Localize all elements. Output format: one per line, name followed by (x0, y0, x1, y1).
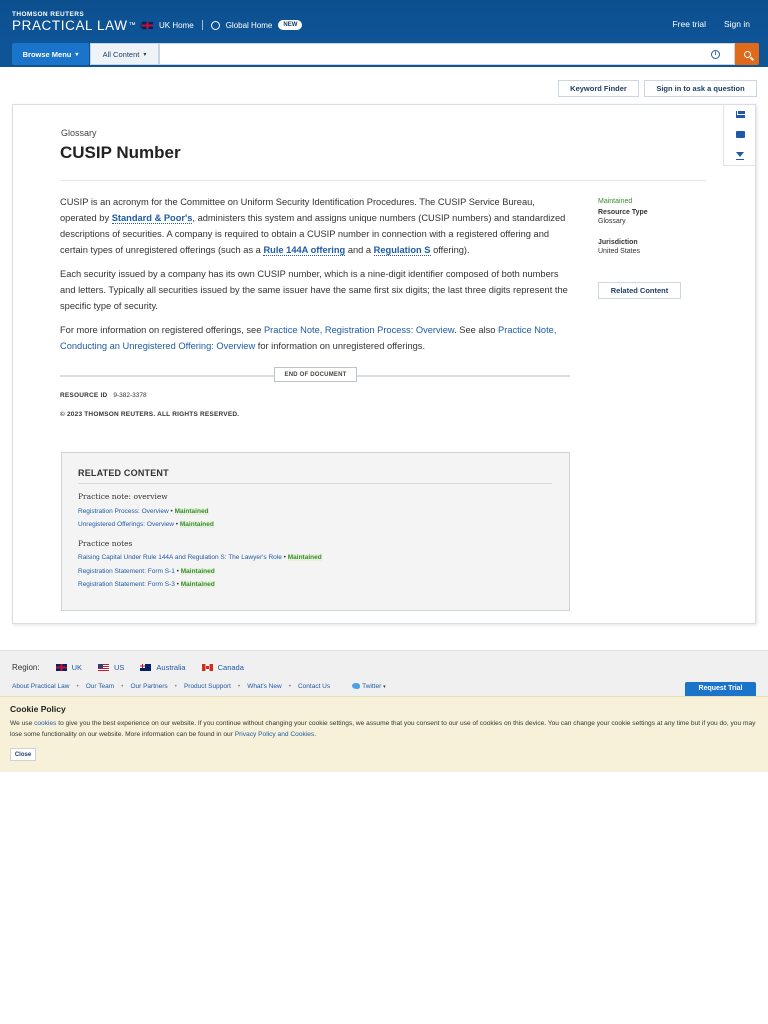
practice-note-link[interactable]: Practice Note, Conducting an Unregistered Offering: Overview (60, 325, 557, 351)
cookie-title: Cookie Policy (10, 704, 66, 714)
resource-id-value: 9-382-3378 (113, 392, 147, 399)
search-scope-label: All Content (102, 49, 140, 59)
search-scope-select[interactable] (90, 43, 159, 65)
uk-flag-icon (142, 22, 153, 29)
brand-trademark: ™ (128, 22, 137, 29)
print-button[interactable] (724, 124, 756, 144)
australia-flag-icon (140, 664, 151, 671)
cookies-link[interactable]: cookies (34, 720, 57, 727)
uk-flag-icon (56, 664, 67, 671)
info-icon[interactable]: i (711, 50, 720, 59)
resource-id-label: RESOURCE ID (60, 392, 108, 399)
region-canada-link[interactable]: Canada (202, 663, 244, 672)
status-badge: Maintained (180, 581, 215, 588)
related-item[interactable]: Unregistered Offerings: Overview • Maintained (78, 521, 214, 528)
glossary-link-rule-144a[interactable]: Rule 144A offering (263, 245, 346, 255)
twitter-link[interactable]: Twitter ▾ (352, 683, 385, 690)
mail-icon (736, 111, 745, 118)
related-item[interactable]: Registration Statement: Form S-1 • Maintained (78, 568, 215, 575)
related-item[interactable]: Registration Statement: Form S-3 • Maintained (78, 581, 215, 588)
uk-home-link[interactable]: UK Home (159, 20, 194, 30)
document-tools (723, 104, 756, 166)
jurisdiction-value: United States (598, 248, 641, 255)
region-selector (12, 663, 244, 672)
related-content-title: RELATED CONTENT (78, 468, 169, 478)
home-links (142, 20, 302, 30)
search-icon (744, 51, 751, 58)
privacy-policy-link[interactable]: Privacy Policy and Cookies (234, 731, 315, 738)
footer-link-whats-new[interactable]: What's New (247, 683, 282, 690)
request-trial-button[interactable]: Request Trial (685, 682, 756, 696)
document-type: Glossary (61, 128, 97, 138)
copyright: © 2023 THOMSON REUTERS. ALL RIGHTS RESERVED. (60, 411, 240, 418)
cookie-text: We use cookies to give you the best experience on our website. If you continue without changing your cookie settings, we assume that you consent to our use of cookies on this device. You can change your cookie settings at any time but if you do, you may lose some functionality on our website. More information can be found in our Privacy Policy and Cookies. (10, 720, 756, 738)
chevron-down-icon: ▾ (75, 51, 79, 58)
footer-link-contact[interactable]: Contact Us (297, 683, 331, 690)
jurisdiction-label: Jurisdiction (598, 239, 638, 246)
related-content-button[interactable]: Related Content (598, 282, 681, 299)
top-header (0, 0, 768, 44)
globe-icon (211, 21, 220, 30)
search-button[interactable] (735, 43, 759, 65)
glossary-link-sp[interactable]: Standard & Poor's (111, 213, 193, 223)
divider (60, 180, 706, 181)
chevron-down-icon: ▾ (143, 51, 147, 58)
chevron-down-icon: ▾ (383, 684, 386, 690)
sign-in-link[interactable]: Sign in (724, 19, 750, 29)
related-group-heading: Practice note: overview (78, 492, 168, 501)
page-title: CUSIP Number (60, 143, 181, 162)
footer-link-support[interactable]: Product Support (183, 683, 231, 690)
ask-question-button[interactable]: Sign in to ask a question (644, 80, 757, 97)
resource-id (60, 392, 147, 399)
resource-type-value: Glossary (598, 218, 626, 225)
end-of-document: END OF DOCUMENT (274, 367, 357, 382)
practice-note-link[interactable]: Practice Note, Registration Process: Overview (263, 325, 455, 335)
status-badge: Maintained (174, 508, 209, 515)
region-australia-link[interactable]: Australia (140, 663, 185, 672)
related-item[interactable]: Raising Capital Under Rule 144A and Regulation S: The Lawyer's Role • Maintained (78, 554, 322, 561)
region-uk-link[interactable]: UK (56, 663, 82, 672)
divider (202, 20, 203, 30)
related-item[interactable]: Registration Process: Overview • Maintained (78, 508, 209, 515)
brand-name: PRACTICAL LAW (12, 18, 128, 33)
related-group-heading: Practice notes (78, 539, 133, 548)
footer-link-about[interactable]: About Practical Law (12, 683, 70, 690)
keyword-finder-button[interactable]: Keyword Finder (558, 80, 639, 97)
browse-menu-label: Browse Menu (22, 49, 72, 59)
status-badge: Maintained (179, 521, 214, 528)
brand-publisher: THOMSON REUTERS (12, 11, 85, 18)
footer-link-partners[interactable]: Our Partners (130, 683, 168, 690)
status-badge: Maintained (287, 554, 322, 561)
download-icon (736, 152, 744, 157)
region-label: Region: (12, 663, 40, 672)
resource-type-label: Resource Type (598, 209, 648, 216)
canada-flag-icon (202, 664, 213, 671)
twitter-icon (352, 683, 360, 689)
glossary-link-regulation-s[interactable]: Regulation S (373, 245, 431, 255)
footer-links: About Practical Law • Our Team • Our Partners • Product Support • What's New • Contact Us Twitter ▾ (12, 683, 386, 690)
document-body (60, 194, 570, 362)
cookie-close-button[interactable]: Close (10, 748, 36, 761)
email-button[interactable] (724, 104, 756, 124)
global-home-link[interactable]: Global Home (225, 20, 273, 30)
new-badge: NEW (278, 20, 302, 30)
download-button[interactable] (724, 144, 756, 164)
free-trial-link[interactable]: Free trial (672, 19, 706, 29)
status-badge: Maintained (598, 198, 633, 205)
document-meta (598, 198, 708, 255)
brand-logo[interactable] (12, 11, 149, 33)
paragraph: For more information on registered offerings, see Practice Note, Registration Process: Overview. See also Practice Note, Conducting an Unregistered Offering: Overview for information on unregistered offerings. (60, 325, 557, 351)
us-flag-icon (98, 664, 109, 671)
search-input[interactable] (159, 43, 735, 65)
browse-menu-button[interactable] (12, 43, 89, 65)
footer-link-team[interactable]: Our Team (85, 683, 115, 690)
paragraph: CUSIP is an acronym for the Committee on Uniform Security Identification Procedures. The CUSIP Service Bureau, operated by Standard & Poor's, administers this system and assigns unique numbers (CUSIP numbers) and standardized descriptions of securities. A company is required to obtain a CUSIP number in connection with a registered offering and certain types of unregistered offerings (such as a Rule 144A offering and a Regulation S offering). (60, 197, 566, 255)
status-badge: Maintained (180, 568, 215, 575)
divider (78, 483, 552, 484)
paragraph: Each security issued by a company has its own CUSIP number, which is a nine-digit identifier composed of both numbers and letters. Typically all securities issued by the same issuer have the same first six digits; the last three digits represent the specific type of security. (60, 269, 568, 311)
print-icon (736, 131, 745, 138)
region-us-link[interactable]: US (98, 663, 124, 672)
